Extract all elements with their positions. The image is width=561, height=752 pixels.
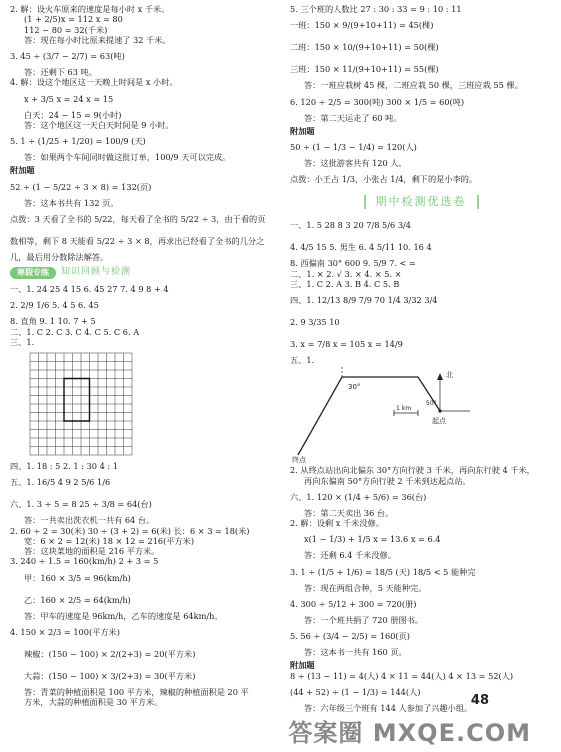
answer-line: 甲：160 × 3/5 = 96(km/h) [24,572,131,583]
answer-line: 大蒜：(150 − 100) × 3/(2+3) = 30(平方米) [24,670,196,681]
page-number: 48 [470,693,489,708]
review-answers [10,284,272,347]
grid-drawing [26,349,136,457]
answer-line: 四、1. 12/13 8/9 7/9 70 1/4 3/32 3/4 [290,295,438,305]
answer-line: 答：一个班共捐了 720 册图书。 [304,614,424,625]
answer-line: 答：现在两组合种，5 天能种完。 [304,582,427,593]
angle-50-label: 50° [426,400,437,408]
answer-line: 8. 西偏南 30° 600 9. 5/9 7. < = [290,258,416,269]
route-figure [290,367,552,463]
answer-line: 3. 240 ÷ 1.5 = 160(km/h) 2 + 3 = 5 [10,556,159,567]
review-banner-text: 知识回顾与检测 [61,267,132,278]
right-extra2-title: 附加题 [290,660,315,671]
route-path [298,377,440,455]
grid-figure [10,349,272,459]
answer-line: 答：这本书一共有 160 页。 [304,647,407,657]
answer-line: 五、1. 16/5 4 9 2 5/6 1/6 [10,477,111,488]
answer-line: x(1 − 1/3) + 1/5 x = 13.6 x = 6.4 [304,534,441,545]
answer-line: 4. 300 ÷ 5/12 + 300 = 720(册) [290,598,417,609]
answer-line: 六、1. 3 ÷ 5 = 8 25 ÷ 3/8 = 64(台) [10,499,152,510]
answer-line: 4. 解：设这个地区这一天晚上时间是 x 小时。 [10,77,178,88]
midterm-banner-text: 期中检测优选卷 [364,195,479,209]
answer-line: 答：还剩 6.4 千米没修。 [304,550,396,561]
left-column [10,4,272,752]
answer-line: 答：甲车的速度是 96km/h，乙车的速度是 64km/h。 [24,610,223,621]
answer-line: 6. 120 ÷ 2/5 = 300(吨) 300 × 1/5 = 60(吨) [290,96,465,107]
answer-line: 三、1. [10,336,35,347]
left-extra-title: 附加题 [10,165,35,176]
midterm-answers [290,214,552,365]
review-banner [10,265,272,281]
answer-line: 六、1. 120 × (1/4 + 5/6) = 36(台) [290,491,427,502]
north-arrow-icon [437,373,443,380]
answer-line: 5. 1 ÷ (1/25 + 1/20) = 100/9 (天) [10,136,146,146]
answer-line: 白天：24 − 15 = 9(小时) [24,109,122,120]
answer-line: 3. 1 ÷ (1/5 + 1/6) = 18/5 (天) 18/5 < 5 能种完 [290,566,476,577]
answer-line: 答：第二天运走了 60 吨。 [304,112,402,123]
answer-line: 乙：160 × 2/5 = 64(km/h) [24,594,131,605]
review-banner-pill: 寒假专练 [10,267,56,279]
answer-line: 答：现在每小时比原来提速了 32 千米。 [24,34,171,45]
answer-line: x + 3/5 x = 24 x = 15 [24,93,114,104]
answer-line: 答：这个地区这一天白天时间是 9 小时。 [24,119,174,130]
end-label: 终点 [292,456,306,464]
right-extra-title: 附加题 [290,125,315,136]
left-answers [10,4,272,162]
answer-line: 点拨：3 天看了全书的 5/22，每天看了全书的 5/22 ÷ 3，由于看的页 [10,213,266,224]
answer-line: 二、1. C 2. C 3. C 4. C 5. C 6. A [10,326,140,337]
answer-line: 再向东偏南 50°方向行驶 2 千米到达起点站。 [304,475,471,486]
answer-line: 方米，大蒜的种植面积是 30 平方米。 [24,697,163,707]
answer-line: 答：六年级三个班有 144 人参加了兴趣小组。 [304,702,473,713]
right-column [290,4,552,752]
answer-line: 2. 解：设火车原来的速度是每小时 x 千米。 [10,4,170,14]
answer-line: 答：第二天卖出 36 台。 [304,507,394,518]
answer-line: 数相等，剩下 8 天能看 5/22 ÷ 3 × 8，再求出已经看了全书的几分之 [10,235,265,246]
right-extra2-answers [290,671,552,714]
answer-line: 一、1. 5 28 8 3 20 7/8 5/6 3/4 [290,220,412,231]
answer-line: 四、1. 18 : 5 2. 1 : 30 4 : 1 [10,461,118,471]
answer-line: 50 ÷ (1 − 1/3 − 1/4) = 120(人) [290,142,417,152]
midterm-answers-2 [290,465,552,657]
answer-line: 辣椒：(150 − 100) × 2/(2+3) = 20(平方米) [24,648,196,659]
right-extra-answers [290,136,552,190]
answer-line: 5. 56 ÷ (3/4 − 2/5) = 160(页) [290,631,410,641]
answer-line: 三班：150 × 11/(9+10+11) = 55(棵) [290,64,439,75]
answer-line: 答：一班应栽树 45 棵，二班应栽 50 棵，三班应栽 55 棵。 [304,80,523,91]
answer-line: 2. 解：设剩 x 千米没修。 [290,518,384,528]
review-answers-2 [10,461,272,707]
answer-line: 112 − 80 = 32(千米) [24,24,108,35]
answer-line: 答：这块菜地的面积是 216 平方米。 [24,546,160,556]
answer-line: 8. 直角 9. 1 10. 7 + 5 [10,316,96,327]
answer-line: 宽：6 × 2 = 12(米) 18 × 12 = 216(平方米) [24,535,195,546]
answer-line: (1 + 2/5)x = 112 x = 80 [24,14,123,25]
left-extra-answers [10,176,272,263]
midterm-banner [290,193,552,211]
answer-line: 几，最后用分数除法解答。 [10,251,109,262]
route-drawing [290,367,552,463]
answer-line: 一、1. 24 25 4 15 6. 45 27 7. 4 9 8 + 4 [10,284,169,294]
watermark: 答案圈 MXQE.COM [288,719,531,747]
answer-line: 4. 150 × 2/3 = 100(平方米) [10,626,120,637]
start-point [438,410,441,413]
answer-line: 2. 从终点站出向北偏东 30°方向行驶 3 千米，再向东行驶 4 千米， [290,465,535,476]
answer-line: 答：如果两个车间同时做这批订单，100/9 天可以完成。 [24,152,231,162]
answer-line: 答：青菜的种植面积是 100 平方米，辣椒的种植面积是 20 平 [24,686,249,697]
answer-line: 答：一共卖出洗衣机一共有 64 台。 [24,515,155,526]
answer-line: 2. 60 ÷ 2 = 30(米) 30 ÷ (3 + 2) = 6(米) 长：6 × 3 = 18(米) [10,525,250,536]
answer-line: 一班：150 × 9/(9+10+11) = 45(棵) [290,20,434,31]
answer-line: 3. x = 7/8 x = 105 x = 14/9 [290,339,403,349]
answer-line: 4. 4/5 15 5. 男生 6. 4 5/11 10. 16 4 [290,242,432,253]
answer-line: 点拨：小王占 1/3，小张占 1/4，剩下的是小李的。 [290,174,478,185]
answer-line: 答：这本书共有 132 页。 [24,197,119,208]
north-label: 北 [446,371,453,380]
answer-line: 2. 2/9 1/6 5. 4 5 6. 45 [10,300,99,311]
answer-line: 8 ÷ (13 − 11) = 4(人) 4 × 11 = 44(人) 4 × 13 = 52(人) [290,670,514,681]
answer-line: 三、1. C 2. A 3. B 4. C 5. B [290,278,400,289]
answer-line: 答：这批游客共有 120 人。 [304,158,407,168]
right-answers [290,4,552,123]
answer-line: 二、1. × 2. √ 3. × 4. × 5. × [290,268,402,279]
answer-line: 答：还剩下 63 吨。 [24,67,97,77]
answer-line: (44 + 52) ÷ (1 − 1/3) = 144(人) [290,686,421,697]
scale-label: 1 km [396,405,412,413]
grid-shape [64,379,90,422]
answer-line: 五、1. [290,355,315,365]
answer-line: 3. 45 ÷ (3/7 − 2/7) = 63(吨) [10,51,125,61]
answer-line: 52 ÷ (1 − 5/22 ÷ 3 × 8) = 132(页) [10,181,152,192]
start-label: 起点 [432,417,446,426]
angle-30-label: 30° [348,383,361,392]
answer-line: 2. 9 3/35 10 [290,317,340,327]
answer-line: 二班：150 × 10/(9+10+11) = 50(棵) [290,42,439,53]
answer-line: 5. 三个班的人数比 27 : 30 : 33 = 9 : 10 : 11 [290,4,462,14]
